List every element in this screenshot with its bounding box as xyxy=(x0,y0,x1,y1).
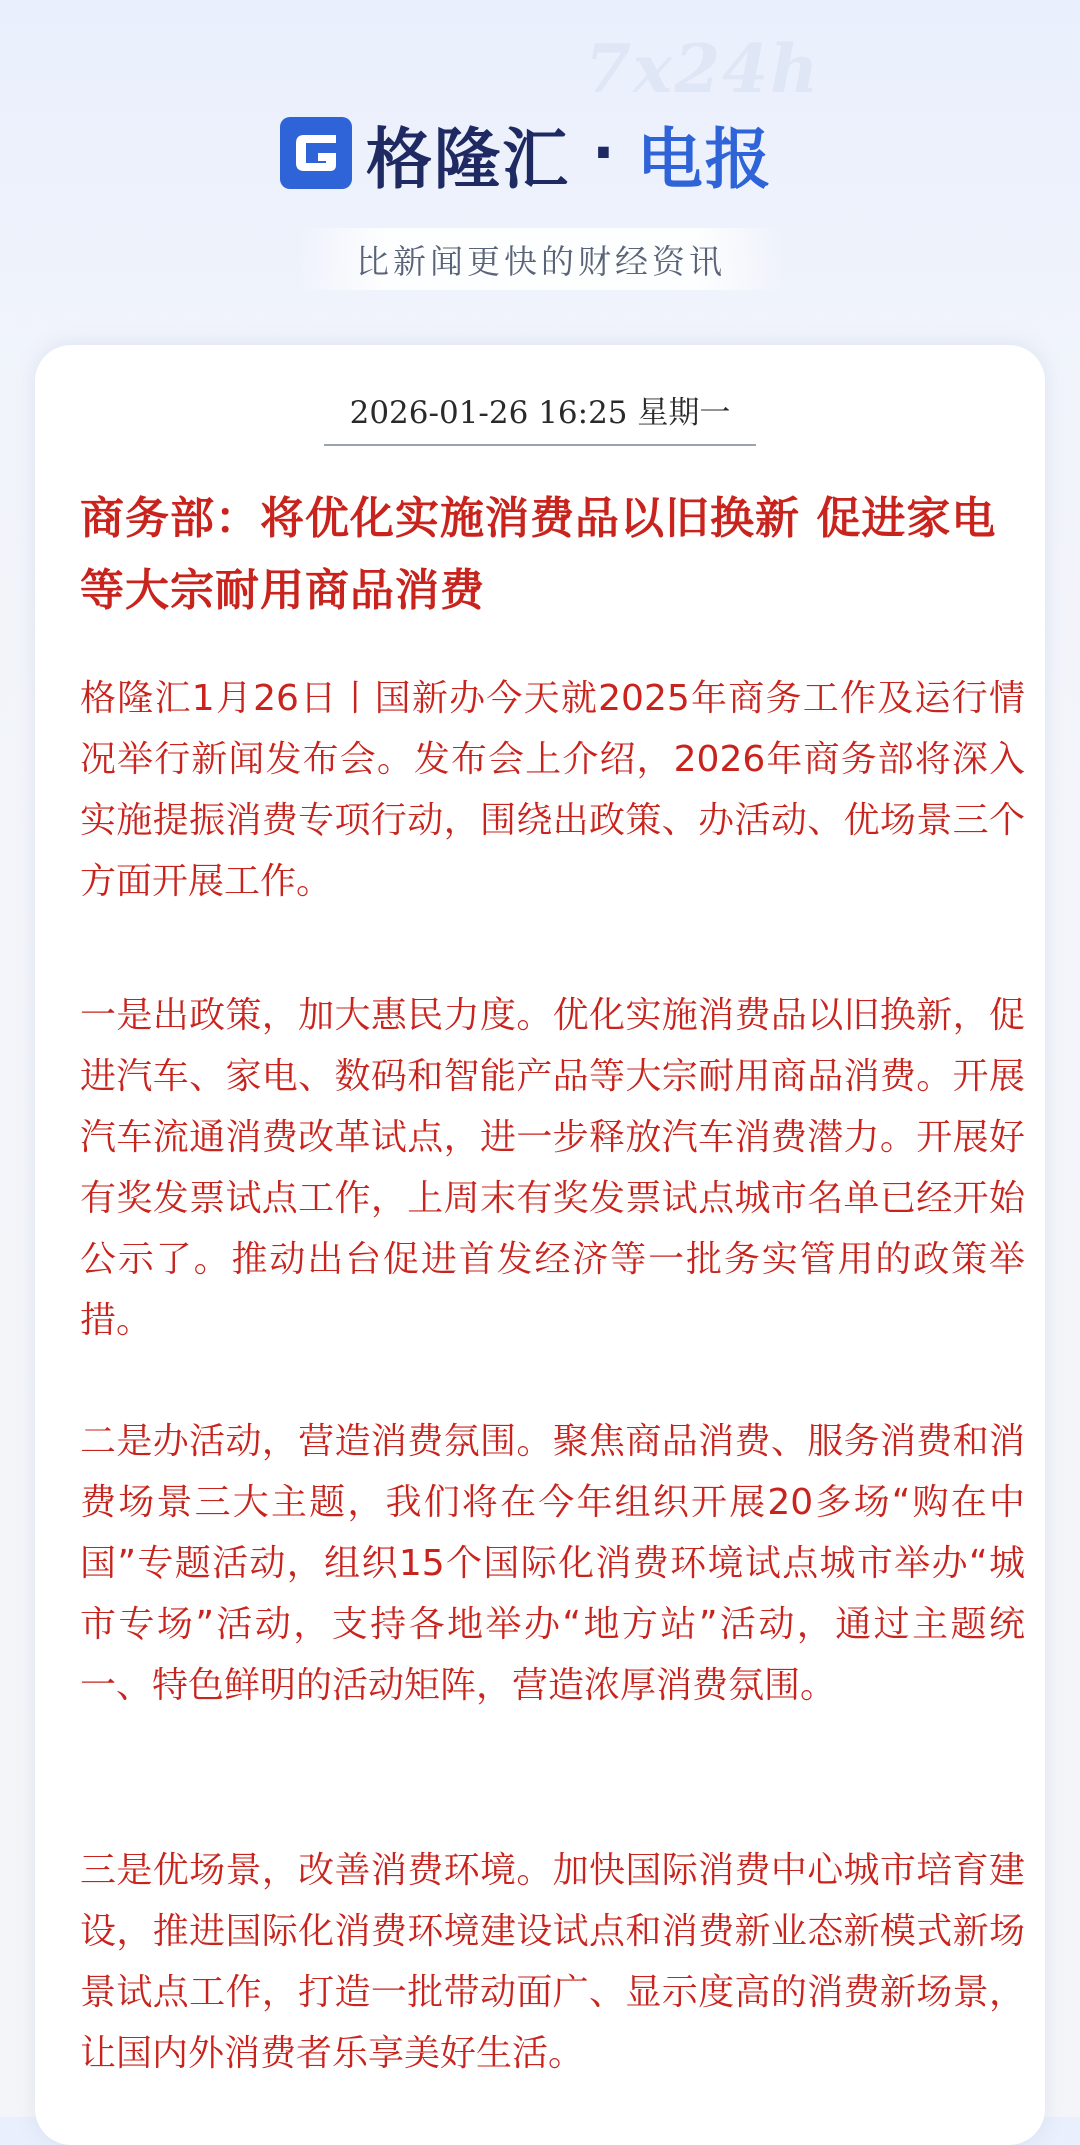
slogan-bar xyxy=(298,228,784,290)
brand-separator: · xyxy=(592,118,615,188)
brand-logo xyxy=(280,108,773,198)
article-datetime: 2026-01-26 16:25 星期一 xyxy=(324,387,757,446)
datetime-row xyxy=(35,387,1045,446)
brand-name: 格隆汇 xyxy=(366,120,570,198)
article-paragraph-3: 二是办活动，营造消费氛围。聚焦商品消费、服务消费和消费场景三大主题，我们将在今年组织开展20多场“购在中国”专题活动，组织15个国际化消费环境试点城市举办“城市专场”活动，支持各地举办“地方站”活动，通过主题统一、特色鲜明的活动矩阵，营造浓厚消费氛围。 xyxy=(80,1421,1025,1706)
watermark-7x24h: 7x24h xyxy=(585,30,821,108)
slogan: 比新闻更快的财经资讯 xyxy=(356,241,726,281)
article-title: 商务部：将优化实施消费品以旧换新 促进家电等大宗耐用商品消费 xyxy=(80,493,997,616)
brand-subtitle: 电报 xyxy=(636,120,773,198)
gelonghui-logo-icon xyxy=(280,117,352,189)
article-card xyxy=(35,345,1045,2145)
article-paragraph-2: 一是出政策，加大惠民力度。优化实施消费品以旧换新，促进汽车、家电、数码和智能产品等大宗耐用商品消费。开展汽车流通消费改革试点，进一步释放汽车消费潜力。开展好有奖发票试点工作，上周末有奖发票试点城市名单已经开始公示了。推动出台促进首发经济等一批务实管用的政策举措。 xyxy=(80,995,1025,1341)
article-paragraph-4: 三是优场景，改善消费环境。加快国际消费中心城市培育建设，推进国际化消费环境建设试点和消费新业态新模式新场景试点工作，打造一批带动面广、显示度高的消费新场景，让国内外消费者乐享美好生活。 xyxy=(80,1850,1025,2074)
article-paragraph-1: 格隆汇1月26日丨国新办今天就2025年商务工作及运行情况举行新闻发布会。发布会上介绍，2026年商务部将深入实施提振消费专项行动，围绕出政策、办活动、优场景三个方面开展工作。 xyxy=(80,678,1025,902)
header-banner xyxy=(0,0,1080,340)
